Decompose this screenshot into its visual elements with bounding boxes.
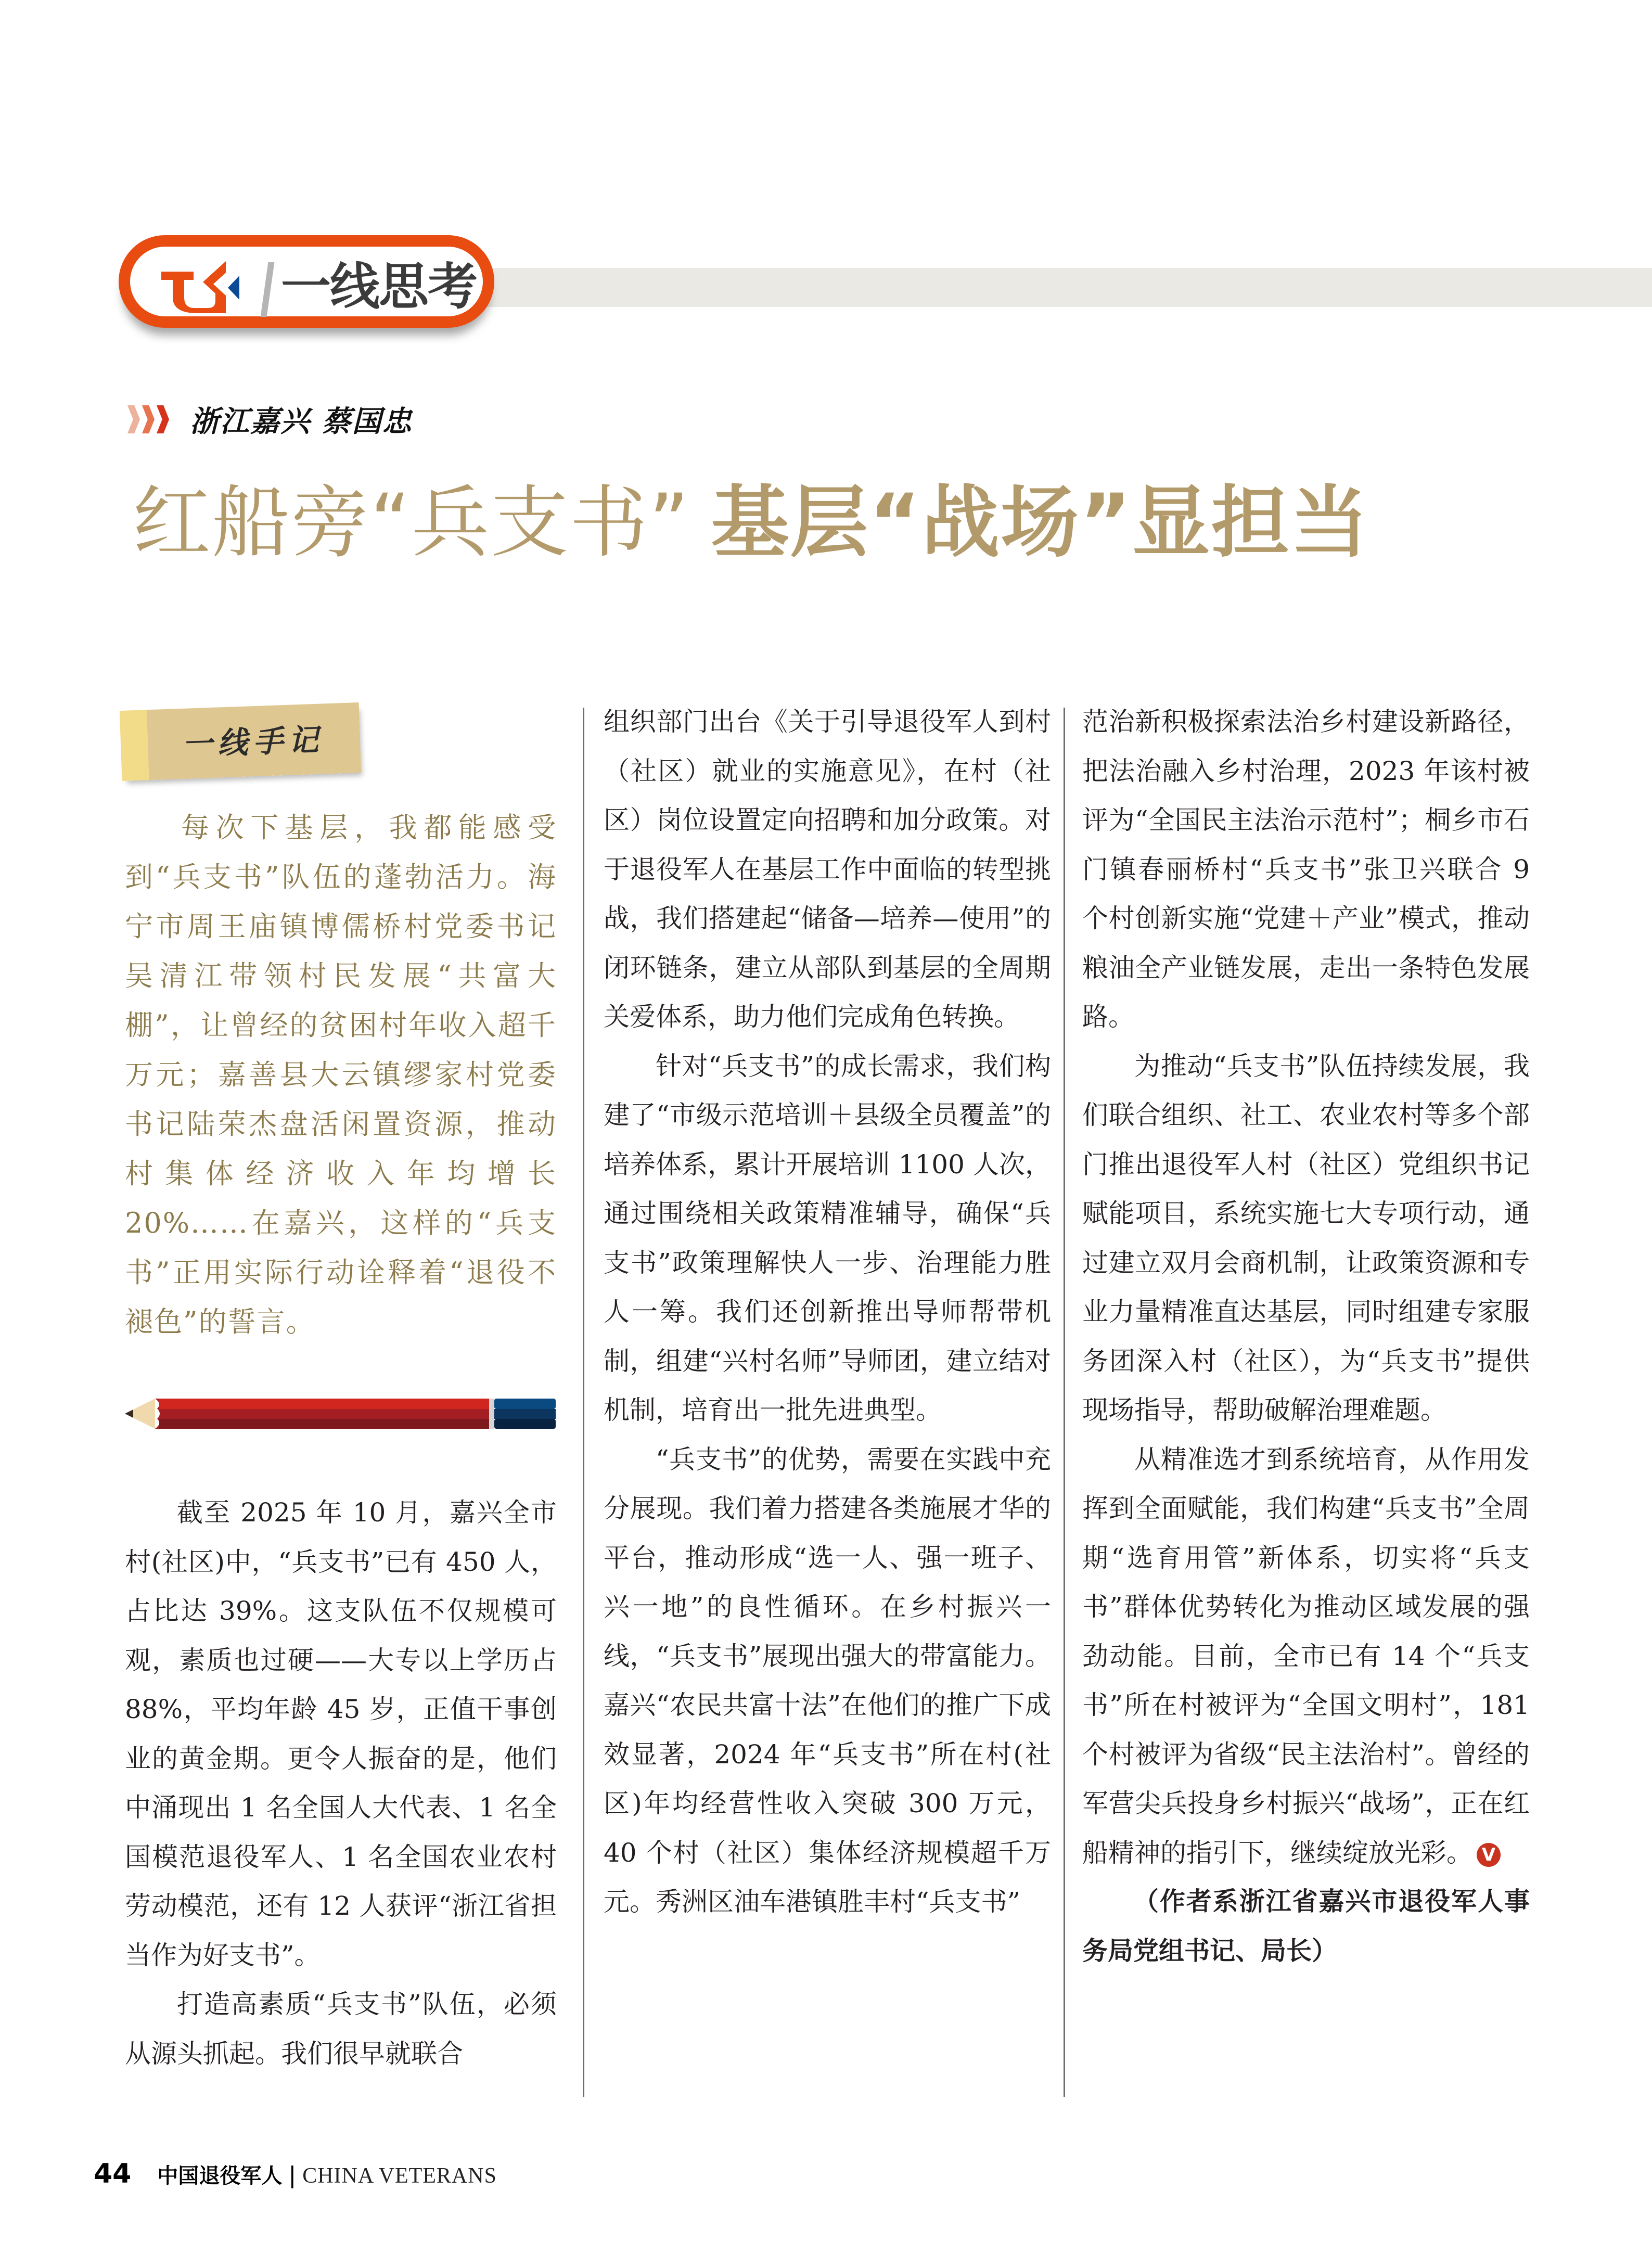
paragraph: 组织部门出台《关于引导退役军人到村（社区）就业的实施意见》，在村（社区）岗位设置定向招聘和加分政策。对于退役军人在基层工作中面临的转型挑战，我们搭建起“储备—培养—使用”的闭环链条，建立从部队到基层的全周期关爱体系，助力他们完成角色转换。 [604, 707, 1051, 1032]
veterans-logo-icon [161, 261, 239, 313]
header-slash-divider [261, 262, 275, 317]
byline [127, 401, 413, 438]
paragraph: 截至 2025 年 10 月，嘉兴全市村(社区)中，“兵支书”已有 450 人，占比达 39%。这支队伍不仅规模可观，素质也过硬——大专以上学历占 88%，平均年龄 45 岁，正值干事创业的黄金期。更令人振奋的是，他们中涌现出 1 名全国人大代表、1 名全国模范退役军人、1 名全国农业农村劳动模范，还有 12 人获评“浙江省担当作为好支书”。 [125, 1497, 557, 1970]
author-note: （作者系浙江省嘉兴市退役军人事务局党组书记、局长） [1082, 1887, 1530, 1966]
paragraph: 针对“兵支书”的成长需求，我们构建了“市级示范培训＋县级全员覆盖”的培养体系，累计开展培训 1100 人次，通过围绕相关政策精准辅导，确保“兵支书”政策理解快人一步、治理能力胜人一筹。我们还创新推出导师帮带机制，组建“兴村名师”导师团，建立结对机制，培育出一批先进典型。 [604, 1050, 1051, 1425]
paragraph: 范治新积极探索法治乡村建设新路径，把法治融入乡村治理，2023 年该村被评为“全国民主法治示范村”；桐乡市石门镇春丽桥村“兵支书”张卫兴联合 9 个村创新实施“党建＋产业”模式，推动粮油全产业链发展，走出一条特色发展路。 [1082, 707, 1530, 1032]
chevron-icon [142, 405, 155, 433]
page-number: 44 [94, 2158, 132, 2189]
column-1 [125, 697, 557, 2078]
magazine-name-en: CHINA VETERANS [302, 2164, 497, 2188]
chevron-icon [127, 405, 140, 433]
title-part-1: 红船旁“兵支书” [133, 478, 690, 568]
paragraph [1082, 1435, 1530, 1878]
section-header-pill [119, 235, 494, 328]
paragraph-text: 从精准选才到系统培育，从作用发挥到全面赋能，我们构建“兵支书”全周期“选育用管”新体系，切实将“兵支书”群体优势转化为推动区域发展的强劲动能。目前，全市已有 14 个“兵支书”所在村被评为“全国文明村”，181 个村被评为省级“民主法治村”。曾经的军营尖兵投身乡村振兴“战场”，正在红船精神的指引下，继续绽放光彩。 [1082, 1444, 1530, 1868]
field-notes-text: 每次下基层，我都能感受到“兵支书”队伍的蓬勃活力。海宁市周王庙镇博儒桥村党委书记吴清江带领村民发展“共富大棚”，让曾经的贫困村年收入超千万元；嘉善县大云镇缪家村党委书记陆荣杰盘活闲置资源，推动村集体经济收入年均增长20%……在嘉兴，这样的“兵支书”正用实际行动诠释着“退役不褪色”的誓言。 [125, 811, 557, 1338]
field-notes-label: 一线手记 [181, 722, 325, 762]
column-2 [604, 697, 1051, 1927]
title-part-2: 基层“战场”显担当 [711, 478, 1369, 568]
byline-author: 浙江嘉兴 蔡国忠 [190, 404, 413, 439]
column-3 [1082, 697, 1530, 1976]
paragraph: “兵支书”的优势，需要在实践中充分展现。我们着力搭建各类施展才华的平台，推动形成“选一人、强一班子、兴一地”的良性循环。在乡村振兴一线，“兵支书”展现出强大的带富能力。嘉兴“农民共富十法”在他们的推广下成效显著，2024 年“兵支书”所在村(社区)年均经营性收入突破 300 万元，40 个村（社区）集体经济规模超千万元。秀洲区油车港镇胜丰村“兵支书” [604, 1444, 1051, 1917]
article-title [133, 471, 1369, 575]
field-notes-tag [120, 702, 361, 781]
byline-chevrons-icon [127, 405, 169, 433]
end-mark-icon: V [1477, 1843, 1501, 1867]
paragraph: 为推动“兵支书”队伍持续发展，我们联合组织、社工、农业农村等多个部门推出退役军人村（社区）党组织书记赋能项目，系统实施七大专项行动，通过建立双月会商机制，让政策资源和专业力量精准直达基层，同时组建专家服务团深入村（社区），为“兵支书”提供现场指导，帮助破解治理难题。 [1082, 1050, 1530, 1425]
column-divider [1064, 708, 1065, 2097]
footer-separator: | [288, 2162, 297, 2188]
section-header-bar [473, 268, 1652, 307]
column-divider [583, 708, 584, 2097]
pencil-icon [125, 1399, 557, 1429]
chevron-icon [157, 405, 169, 433]
page-footer [94, 2158, 497, 2189]
paragraph: 打造高素质“兵支书”队伍，必须从源头抓起。我们很早就联合 [125, 1989, 557, 2069]
magazine-name-cn: 中国退役军人 [157, 2164, 283, 2188]
tag-stripe [120, 710, 149, 781]
section-label: 一线思考 [281, 257, 477, 316]
